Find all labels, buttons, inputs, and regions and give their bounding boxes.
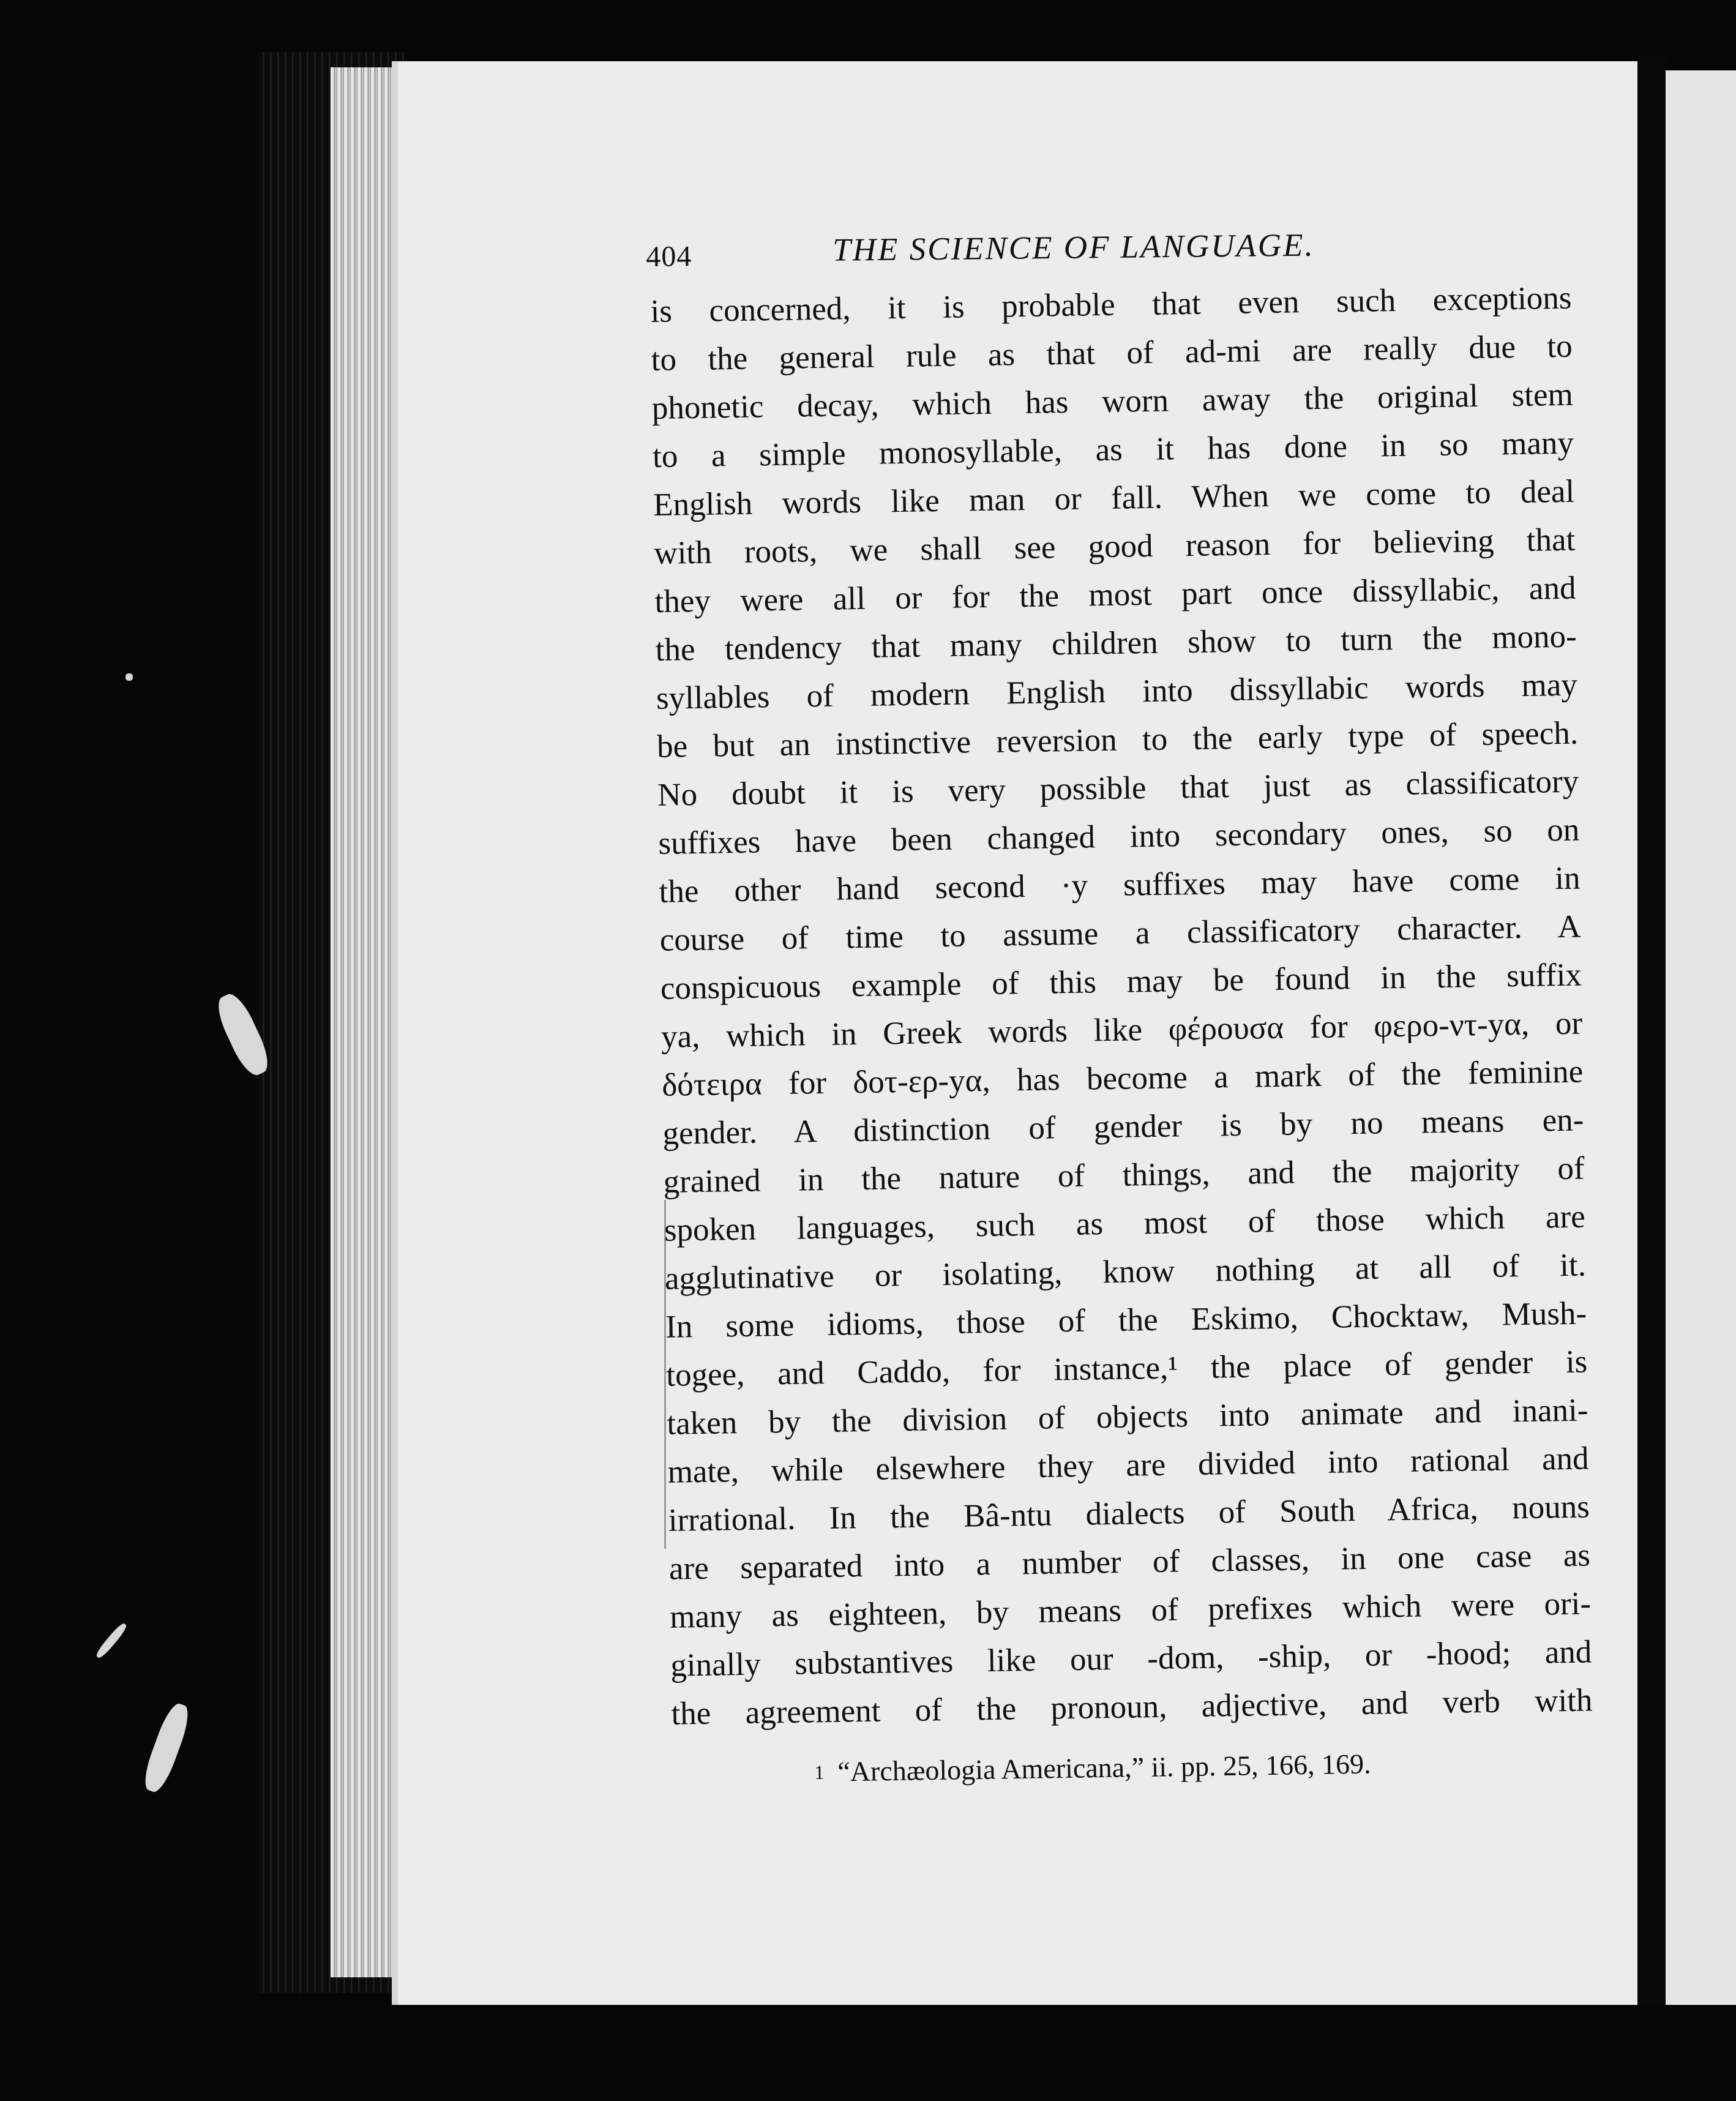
text-line: gender. A distinction of gender is by no means en- bbox=[662, 1102, 1584, 1152]
text-line: irrational. In the Bâ-ntu dialects of South Africa, nouns bbox=[668, 1489, 1590, 1538]
text-line: many as eighteen, by means of prefixes which were ori- bbox=[669, 1586, 1592, 1635]
text-line: No doubt it is very possible that just as classificatory bbox=[657, 763, 1579, 813]
text-line: ya, which in Greek words like φέρουσα for φερο-ντ-yα, or bbox=[660, 1005, 1583, 1055]
text-line: the agreement of the pronoun, adjective, and verb with bbox=[671, 1682, 1593, 1732]
scan-artifact bbox=[125, 673, 133, 681]
text-line: the tendency that many children show to turn the mono- bbox=[655, 618, 1577, 668]
body-text bbox=[650, 274, 1593, 1739]
text-line: taken by the division of objects into animate and inani- bbox=[667, 1392, 1588, 1442]
text-line: English words like man or fall. When we come to deal bbox=[653, 473, 1575, 523]
book-gutter bbox=[1637, 55, 1666, 2005]
text-line: In some idioms, those of the Eskimo, Chocktaw, Mush- bbox=[665, 1295, 1587, 1345]
text-line: togee, and Caddo, for instance,¹ the place of gender is bbox=[665, 1344, 1588, 1393]
footnote-marker: 1 bbox=[814, 1761, 825, 1783]
scan-artifact bbox=[94, 1622, 129, 1660]
text-line: course of time to assume a classificatory character. A bbox=[659, 908, 1582, 958]
text-line: syllables of modern English into dissyllabic words may bbox=[656, 667, 1578, 716]
footnote-text: “Archæologia Americana,” ii. pp. 25, 166, 169. bbox=[837, 1748, 1371, 1788]
text-line: phonetic decay, which has worn away the original stem bbox=[651, 376, 1574, 426]
text-line: δότειρα for δοτ-ερ-yα, has become a mark of the feminine bbox=[661, 1054, 1584, 1103]
running-title: THE SCIENCE OF LANGUAGE. bbox=[832, 227, 1315, 268]
text-line: be but an instinctive reversion to the early type of speech. bbox=[656, 715, 1579, 765]
text-line: conspicuous example of this may be found in the suffix bbox=[660, 957, 1582, 1006]
text-line: they were all or for the most part once dissyllabic, and bbox=[654, 570, 1576, 620]
text-line: agglutinative or isolating, know nothing at all of it. bbox=[664, 1247, 1587, 1297]
text-line: ginally substantives like our -dom, -ship, or -hood; and bbox=[670, 1634, 1592, 1683]
facing-page-edge bbox=[1666, 70, 1736, 2005]
text-line: spoken languages, such as most of those which are bbox=[664, 1199, 1586, 1248]
text-line: the other hand second ·y suffixes may have come in bbox=[659, 860, 1581, 910]
text-line: to the general rule as that of ad-mi are really due to bbox=[651, 328, 1573, 378]
text-line: is concerned, it is probable that even such exceptions bbox=[650, 280, 1572, 329]
text-line: are separated into a number of classes, in one case as bbox=[668, 1537, 1591, 1587]
text-line: suffixes have been changed into secondary ones, so on bbox=[658, 812, 1580, 861]
text-line: with roots, we shall see good reason for believing that bbox=[654, 522, 1576, 571]
page-stack bbox=[331, 67, 398, 1977]
text-line: mate, while elsewhere they are divided into rational and bbox=[667, 1440, 1589, 1490]
page-header bbox=[646, 226, 1405, 283]
text-line: grained in the nature of things, and the majority of bbox=[663, 1150, 1585, 1200]
page-number: 404 bbox=[646, 240, 692, 273]
scan-artifact bbox=[140, 1701, 194, 1796]
text-line: to a simple monosyllable, as it has done in so many bbox=[652, 425, 1574, 474]
